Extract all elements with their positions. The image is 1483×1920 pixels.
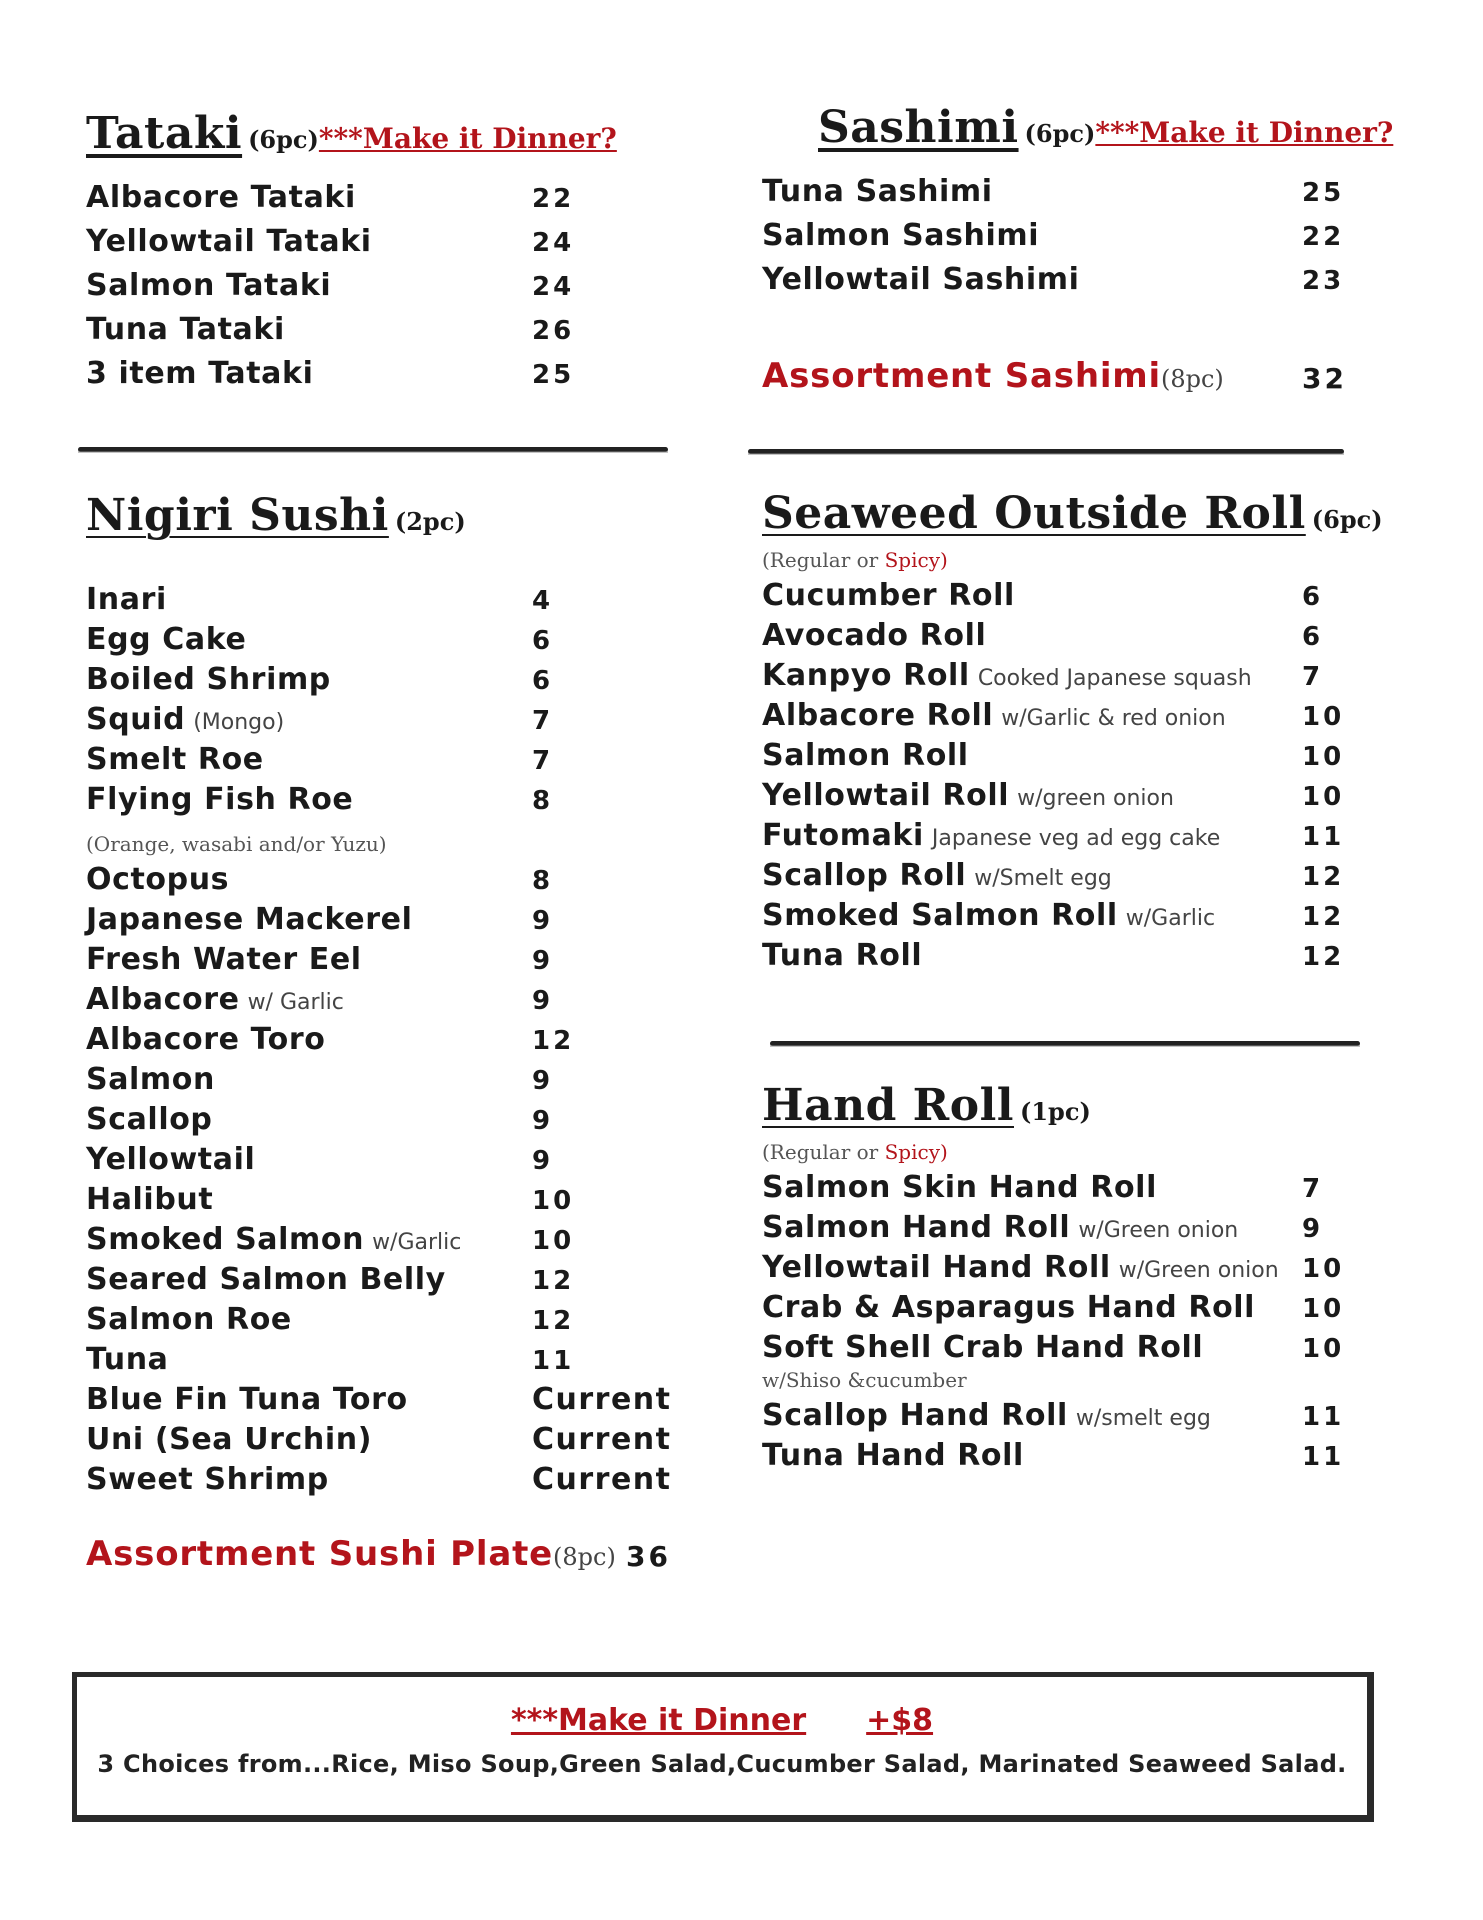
- menu-item-name: [86, 702, 284, 737]
- menu-item: [762, 658, 1362, 698]
- menu-item-name: [86, 622, 246, 657]
- menu-item-name: [762, 1290, 1255, 1325]
- menu-item-price: 11: [532, 1346, 575, 1376]
- item-note: w/Garlic: [372, 1230, 462, 1255]
- item-name-text: Egg Cake: [86, 622, 247, 657]
- menu-item-price: 9: [532, 1066, 554, 1096]
- menu-item-name: [86, 1222, 461, 1257]
- menu-item-price: 7: [1302, 662, 1324, 692]
- menu-item: [86, 1022, 676, 1062]
- menu-item-name: [86, 942, 362, 977]
- sashimi-dinner-link[interactable]: ***Make it Dinner?: [1095, 116, 1394, 149]
- menu-item-name: [86, 1182, 213, 1217]
- seaweed-roll-title: Seaweed Outside Roll: [762, 488, 1306, 539]
- item-note: w/Smelt egg: [974, 866, 1112, 891]
- menu-item: [86, 1222, 676, 1262]
- dinner-price: +$8: [866, 1703, 934, 1738]
- menu-item: [762, 1170, 1362, 1210]
- hand-roll-title: Hand Roll: [762, 1080, 1014, 1131]
- menu-item: [86, 1382, 676, 1422]
- menu-item-name: [762, 858, 1112, 893]
- item-note: w/Garlic: [1125, 906, 1216, 931]
- menu-item-price: 4: [532, 586, 554, 616]
- menu-item: [762, 818, 1362, 858]
- item-name-text: Tuna: [86, 1342, 169, 1377]
- menu-item-name: [86, 1142, 255, 1177]
- menu-item-price: 11: [1302, 1442, 1345, 1472]
- menu-item-price: 25: [532, 360, 575, 390]
- menu-item-name: [762, 218, 1039, 253]
- item-name-text: Tuna Roll: [762, 938, 923, 973]
- menu-item-name: [762, 738, 969, 773]
- menu-item-name: [762, 1250, 1279, 1285]
- menu-item-price: 7: [532, 706, 554, 736]
- menu-item: [86, 622, 676, 662]
- assortment-sashimi-pieces: (8pc): [1160, 365, 1224, 393]
- menu-item-name: [762, 818, 1220, 853]
- menu-item-name: [762, 1438, 1024, 1473]
- divider-left-top: [78, 447, 668, 452]
- assortment-sashimi-name: Assortment Sashimi: [762, 356, 1161, 396]
- left-column: [86, 108, 676, 400]
- item-name-text: Albacore Tataki: [86, 180, 356, 215]
- menu-item-name: [86, 742, 264, 777]
- menu-item: [86, 1302, 676, 1342]
- menu-item-price: 9: [532, 946, 554, 976]
- item-name-text: Kanpyo Roll: [762, 658, 970, 693]
- menu-item: [762, 858, 1362, 898]
- seaweed-roll-pieces: (6pc): [1311, 505, 1383, 534]
- menu-item: [86, 1182, 676, 1222]
- nigiri-list: [86, 582, 676, 822]
- menu-item-price: Current: [532, 1382, 672, 1417]
- item-name-text: Blue Fin Tuna Toro: [86, 1382, 408, 1417]
- menu-item-name: [762, 1210, 1238, 1245]
- menu-item-name: [762, 698, 1226, 733]
- menu-item-price: 10: [1302, 782, 1345, 812]
- item-name-text: Smoked Salmon: [86, 1222, 365, 1257]
- item-name-text: Cucumber Roll: [762, 578, 1015, 613]
- item-name-text: Tuna Hand Roll: [762, 1438, 1024, 1473]
- seaweed-roll-header: [762, 488, 1383, 539]
- item-name-text: Scallop: [86, 1102, 213, 1137]
- menu-item-price: 10: [1302, 702, 1345, 732]
- item-name-text: Halibut: [86, 1182, 214, 1217]
- item-note: w/smelt egg: [1075, 1406, 1211, 1431]
- menu-item-price: 10: [1302, 1254, 1345, 1284]
- menu-item: [762, 1210, 1362, 1250]
- menu-item-name: [86, 902, 412, 937]
- menu-item-name: [762, 898, 1215, 933]
- menu-item-name: [86, 356, 313, 391]
- item-name-text: Yellowtail Tataki: [86, 224, 372, 259]
- menu-item-price: 6: [532, 626, 554, 656]
- menu-item-price: 9: [532, 986, 554, 1016]
- menu-item-name: [86, 1382, 408, 1417]
- option-regular: (Regular or: [762, 1140, 879, 1164]
- assortment-sushi-price: 36: [626, 1540, 671, 1573]
- menu-item-price: 9: [1302, 1214, 1324, 1244]
- dinner-title: ***Make it Dinner: [510, 1703, 807, 1738]
- item-name-text: Albacore: [86, 982, 240, 1017]
- hand-roll-pieces: (1pc): [1020, 1097, 1091, 1126]
- item-name-text: Salmon Hand Roll: [762, 1210, 1071, 1245]
- menu-item-name: [86, 862, 229, 897]
- item-name-text: Albacore Toro: [86, 1022, 326, 1057]
- menu-item-price: 24: [532, 228, 575, 258]
- item-name-text: Uni (Sea Urchin): [86, 1422, 373, 1457]
- menu-item: [762, 738, 1362, 778]
- item-note: w/Green onion: [1078, 1218, 1239, 1243]
- menu-item-name: [86, 1062, 215, 1097]
- menu-item: [86, 224, 676, 268]
- menu-item-price: 23: [1302, 266, 1345, 296]
- menu-item: [762, 1398, 1362, 1438]
- menu-item-price: 8: [532, 866, 554, 896]
- menu-item-price: 12: [1302, 942, 1345, 972]
- seaweed-roll-list: [762, 578, 1362, 978]
- option-spicy: Spicy): [884, 548, 948, 572]
- menu-item-name: [762, 174, 993, 209]
- tataki-title: Tataki: [86, 108, 243, 159]
- menu-item-price: 10: [532, 1226, 575, 1256]
- menu-item-price: 12: [532, 1266, 575, 1296]
- menu-item-price: 9: [532, 1146, 554, 1176]
- menu-item: [762, 618, 1362, 658]
- menu-item: [762, 778, 1362, 818]
- menu-item-name: [86, 1462, 329, 1497]
- menu-item-name: [762, 578, 1015, 613]
- item-note: w/Green onion: [1118, 1258, 1279, 1283]
- menu-item-name: [86, 312, 285, 347]
- menu-item-name: [86, 268, 331, 303]
- item-name-text: Soft Shell Crab Hand Roll: [762, 1330, 1204, 1365]
- item-name-text: Yellowtail Sashimi: [762, 262, 1080, 297]
- item-note: w/ Garlic: [247, 990, 344, 1015]
- menu-item-price: 11: [1302, 822, 1345, 852]
- menu-item: [86, 782, 676, 822]
- sashimi-pieces: (6pc): [1024, 119, 1096, 148]
- menu-item: [86, 702, 676, 742]
- menu-item-name: [86, 1102, 213, 1137]
- menu-item: [86, 902, 676, 942]
- item-name-text: Salmon Roe: [86, 1302, 292, 1337]
- menu-item-price: 10: [1302, 1294, 1345, 1324]
- item-name-text: Fresh Water Eel: [86, 942, 362, 977]
- assortment-sashimi: [762, 356, 1224, 396]
- menu-item: [86, 1102, 676, 1142]
- item-name-text: Squid: [86, 702, 186, 737]
- item-name-text: Scallop Hand Roll: [762, 1398, 1068, 1433]
- menu-item: [86, 180, 676, 224]
- menu-item: [86, 1342, 676, 1382]
- option-spicy: Spicy): [884, 1140, 948, 1164]
- tataki-list: [86, 180, 676, 400]
- menu-item-price: 9: [532, 1106, 554, 1136]
- item-name-text: Flying Fish Roe: [86, 782, 354, 817]
- menu-item: [86, 1142, 676, 1182]
- item-name-text: Salmon: [86, 1062, 215, 1097]
- hand-roll-header: [762, 1080, 1091, 1131]
- menu-item-name: [86, 582, 167, 617]
- menu-item-price: 9: [532, 906, 554, 936]
- menu-item: [762, 898, 1362, 938]
- divider-right-top: [748, 449, 1344, 454]
- assortment-sushi-plate: [86, 1534, 616, 1574]
- item-name-text: Inari: [86, 582, 167, 617]
- menu-item-price: Current: [532, 1422, 672, 1457]
- assortment-sashimi-price: 32: [1302, 362, 1347, 395]
- menu-item-name: [86, 1302, 292, 1337]
- item-note: w/Garlic & red onion: [1001, 706, 1226, 731]
- menu-item-name: [86, 982, 344, 1017]
- item-note: Cooked Japanese squash: [977, 666, 1252, 691]
- menu-item: [762, 1330, 1362, 1370]
- menu-item-name: [762, 618, 986, 653]
- menu-item-price: 7: [1302, 1174, 1324, 1204]
- nigiri-list-continued: [86, 862, 676, 1502]
- nigiri-pieces: (2pc): [394, 507, 466, 536]
- hand-roll-options: [762, 1140, 948, 1164]
- item-name-text: Smoked Salmon Roll: [762, 898, 1118, 933]
- seaweed-roll-options: [762, 548, 948, 572]
- menu-item-name: [762, 1170, 1157, 1205]
- divider-right-middle: [770, 1041, 1360, 1046]
- menu-item: [86, 1262, 676, 1302]
- item-name-text: Salmon Sashimi: [762, 218, 1040, 253]
- menu-item-price: 6: [532, 666, 554, 696]
- menu-item-name: [86, 224, 372, 259]
- tataki-header: [86, 108, 676, 168]
- menu-item: [762, 218, 1362, 262]
- make-it-dinner-box: [72, 1672, 1374, 1822]
- sashimi-title: Sashimi: [818, 102, 1019, 153]
- item-name-text: Tuna Sashimi: [762, 174, 993, 209]
- option-regular: (Regular or: [762, 548, 879, 572]
- menu-item-price: 12: [532, 1026, 575, 1056]
- item-name-text: Yellowtail: [86, 1142, 256, 1177]
- item-name-text: Salmon Tataki: [86, 268, 332, 303]
- nigiri-header: [86, 490, 466, 541]
- menu-item-price: 10: [532, 1186, 575, 1216]
- flying-fish-note: (Orange, wasabi and/or Yuzu): [86, 832, 387, 856]
- menu-item-price: 10: [1302, 742, 1345, 772]
- menu-item: [86, 1462, 676, 1502]
- soft-shell-note: w/Shiso &cucumber: [762, 1368, 967, 1392]
- menu-item-price: 22: [1302, 222, 1345, 252]
- menu-item: [762, 578, 1362, 618]
- menu-item: [86, 268, 676, 312]
- item-name-text: Albacore Roll: [762, 698, 994, 733]
- item-name-text: Tuna Tataki: [86, 312, 285, 347]
- item-name-text: Sweet Shrimp: [86, 1462, 329, 1497]
- menu-item-price: 25: [1302, 178, 1345, 208]
- dinner-choices: 3 Choices from...Rice, Miso Soup,Green Salad,Cucumber Salad, Marinated Seaweed Salad.: [97, 1750, 1347, 1778]
- menu-item: [86, 982, 676, 1022]
- menu-item-price: 11: [1302, 1402, 1345, 1432]
- menu-item-name: [86, 662, 331, 697]
- menu-item: [762, 698, 1362, 738]
- nigiri-title: Nigiri Sushi: [86, 490, 389, 541]
- menu-item: [86, 582, 676, 622]
- item-name-text: Crab & Asparagus Hand Roll: [762, 1290, 1256, 1325]
- item-name-text: Yellowtail Hand Roll: [762, 1250, 1111, 1285]
- item-name-text: Seared Salmon Belly: [86, 1262, 446, 1297]
- item-note: (Mongo): [193, 710, 285, 735]
- menu-item: [86, 742, 676, 782]
- menu-item-price: 22: [532, 184, 575, 214]
- menu-item-price: Current: [532, 1462, 672, 1497]
- item-name-text: Futomaki: [762, 818, 924, 853]
- menu-item: [86, 862, 676, 902]
- menu-item-price: 6: [1302, 582, 1324, 612]
- item-note: Japanese veg ad egg cake: [931, 826, 1221, 851]
- menu-item-price: 7: [532, 746, 554, 776]
- item-name-text: Boiled Shrimp: [86, 662, 331, 697]
- menu-item-price: 10: [1302, 1334, 1345, 1364]
- menu-item-name: [762, 658, 1252, 693]
- tataki-pieces: (6pc): [248, 125, 319, 154]
- menu-item: [762, 174, 1362, 218]
- menu-item: [762, 1290, 1362, 1330]
- item-name-text: Scallop Roll: [762, 858, 967, 893]
- menu-item-name: [86, 1422, 372, 1457]
- menu-item-price: 26: [532, 316, 575, 346]
- menu-item: [86, 312, 676, 356]
- menu-item: [86, 356, 676, 400]
- menu-item-price: 12: [1302, 862, 1345, 892]
- item-name-text: Octopus: [86, 862, 230, 897]
- assortment-sushi-name: Assortment Sushi Plate: [86, 1534, 554, 1574]
- dinner-box-title: [77, 1703, 1367, 1738]
- menu-item-name: [86, 1342, 169, 1377]
- assortment-sushi-pieces: (8pc): [553, 1543, 616, 1571]
- menu-item-name: [762, 1330, 1203, 1365]
- item-note: w/green onion: [1017, 786, 1174, 811]
- menu-item: [86, 942, 676, 982]
- menu-item: [86, 1062, 676, 1102]
- item-name-text: Salmon Roll: [762, 738, 969, 773]
- menu-item-name: [762, 938, 922, 973]
- right-column: [762, 102, 1394, 306]
- menu-item-price: 8: [532, 786, 554, 816]
- menu-item: [86, 1422, 676, 1462]
- menu-item-name: [762, 1398, 1211, 1433]
- hand-roll-list-continued: [762, 1398, 1362, 1478]
- tataki-dinner-link[interactable]: ***Make it Dinner?: [318, 122, 617, 155]
- menu-item-name: [86, 782, 353, 817]
- menu-item-name: [86, 1022, 326, 1057]
- item-name-text: Japanese Mackerel: [86, 902, 413, 937]
- menu-item-price: 24: [532, 272, 575, 302]
- menu-item-name: [86, 180, 356, 215]
- hand-roll-list: [762, 1170, 1362, 1370]
- item-name-text: Salmon Skin Hand Roll: [762, 1170, 1157, 1205]
- menu-item: [762, 1438, 1362, 1478]
- menu-item: [762, 1250, 1362, 1290]
- menu-item-name: [86, 1262, 446, 1297]
- menu-item: [762, 262, 1362, 306]
- menu-item-name: [762, 262, 1080, 297]
- sashimi-list: [762, 174, 1362, 306]
- item-name-text: Yellowtail Roll: [762, 778, 1010, 813]
- menu-item-price: 6: [1302, 622, 1324, 652]
- menu-item-price: 12: [532, 1306, 575, 1336]
- sashimi-header: [818, 102, 1394, 162]
- item-name-text: 3 item Tataki: [86, 356, 314, 391]
- item-name-text: Avocado Roll: [762, 618, 987, 653]
- item-name-text: Smelt Roe: [86, 742, 264, 777]
- menu-item-name: [762, 778, 1174, 813]
- menu-item: [86, 662, 676, 702]
- menu-item: [762, 938, 1362, 978]
- menu-item-price: 12: [1302, 902, 1345, 932]
